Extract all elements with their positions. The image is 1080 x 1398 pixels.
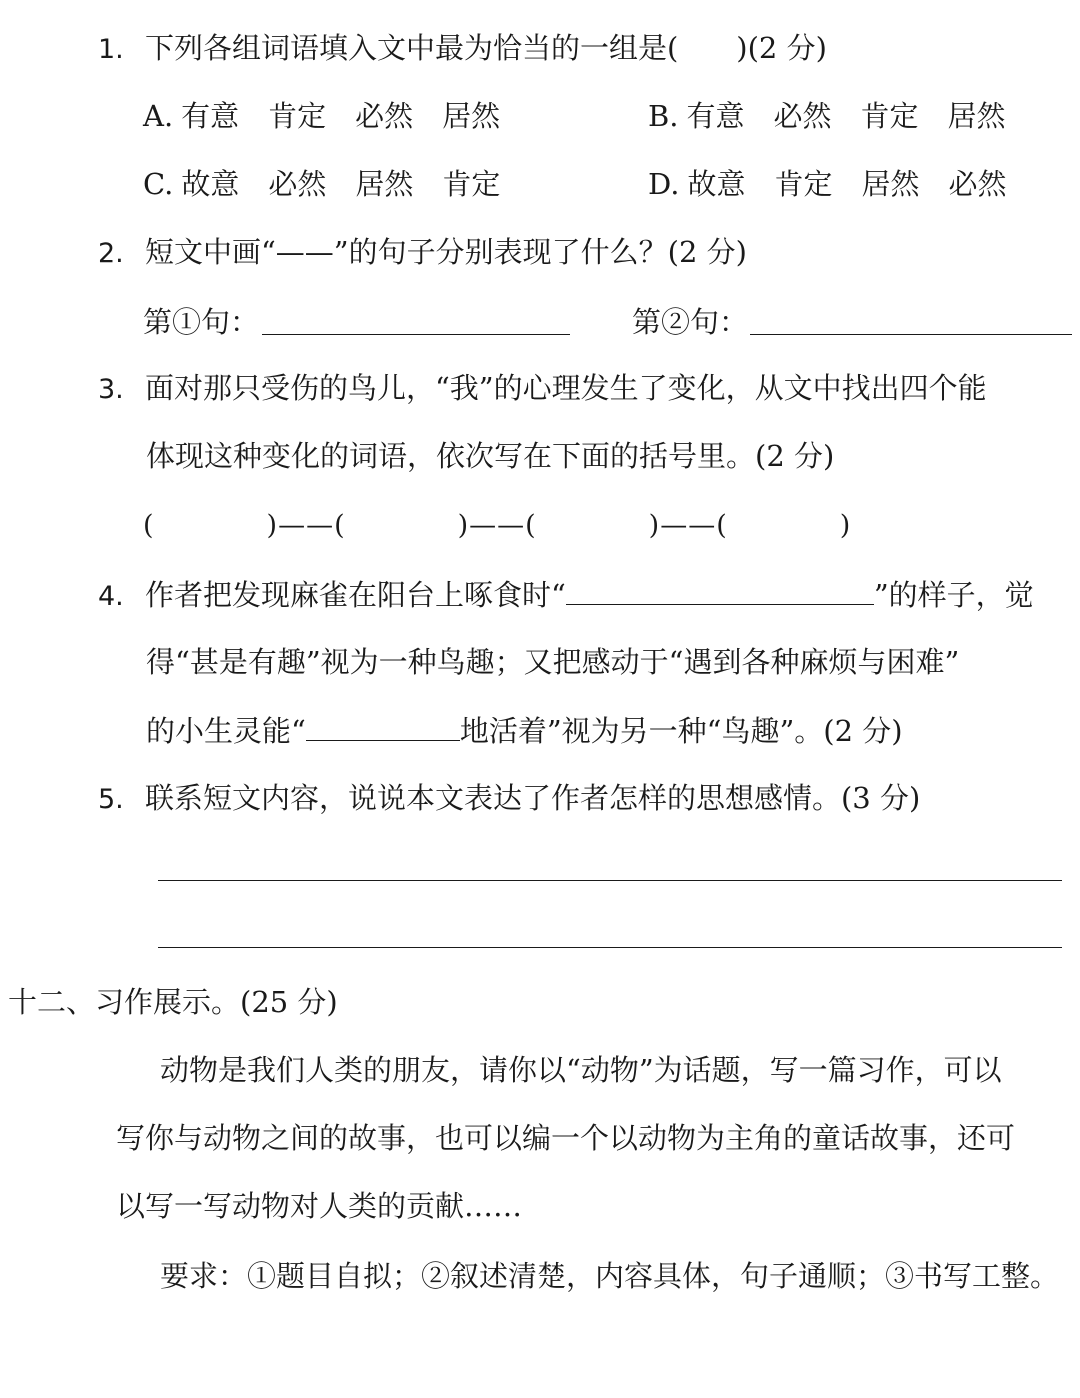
q5-stem: 联系短文内容，说说本文表达了作者怎样的思想感情。(3 分) — [144, 781, 921, 815]
q1-option-b: B. 有意 必然 肯定 居然 — [648, 99, 1006, 133]
q4-number: 4. — [98, 581, 124, 612]
q4-line2: 得“甚是有趣”视为一种鸟趣；又把感动于“遇到各种麻烦与困难” — [146, 645, 960, 679]
q1-option-a: A. 有意 肯定 必然 居然 — [143, 99, 501, 133]
section12-prompt-line1: 动物是我们人类的朋友，请你以“动物”为话题，写一篇习作，可以 — [160, 1053, 1002, 1087]
q4-blank-1[interactable] — [566, 574, 874, 605]
q4 — [98, 574, 1034, 617]
q4-line3-start: 的小生灵能“ — [146, 714, 306, 748]
q4-blank-2[interactable] — [306, 710, 460, 741]
q2-number: 2. — [98, 238, 124, 269]
q2-stem: 短文中画“——”的句子分别表现了什么？(2 分) — [144, 235, 747, 269]
q1-option-d: D. 故意 肯定 居然 必然 — [648, 167, 1007, 201]
q2-blank1-label: 第①句： — [143, 305, 260, 339]
q4-line1-start: 作者把发现麻雀在阳台上啄食时“ — [144, 578, 566, 612]
section12-requirements: 要求：①题目自拟；②叙述清楚，内容具体，句子通顺；③书写工整。 — [160, 1259, 1060, 1293]
section12-heading: 十二、习作展示。(25 分) — [8, 985, 338, 1019]
q5-answer-line-2[interactable] — [158, 947, 1062, 948]
q3-answer-chain[interactable]: ( )——( )——( )——( ) — [143, 510, 852, 541]
q2 — [98, 232, 747, 274]
q1-option-c: C. 故意 必然 居然 肯定 — [143, 167, 501, 201]
q2-answer-line-1[interactable] — [262, 334, 570, 335]
q5-number: 5. — [98, 784, 124, 815]
q4-line3-end: 地活着”视为另一种“鸟趣”。(2 分) — [459, 714, 903, 748]
q5-answer-line-1[interactable] — [158, 880, 1062, 881]
q3-line2: 体现这种变化的词语，依次写在下面的括号里。(2 分) — [146, 439, 835, 473]
q2-answer-line-2[interactable] — [750, 334, 1072, 335]
q4-line3 — [146, 710, 903, 751]
q3-line1: 面对那只受伤的鸟儿，“我”的心理发生了变化，从文中找出四个能 — [144, 371, 987, 405]
q5 — [98, 778, 920, 820]
q4-line1-end: ”的样子，觉 — [873, 578, 1034, 612]
q1-number: 1. — [98, 34, 124, 65]
q2-blank2-label: 第②句： — [632, 305, 749, 339]
section12-prompt-line2: 写你与动物之间的故事，也可以编一个以动物为主角的童话故事，还可 — [116, 1121, 1016, 1155]
q1 — [98, 28, 827, 70]
section12-prompt-line3: 以写一写动物对人类的贡献…… — [116, 1189, 523, 1223]
q3-number: 3. — [98, 374, 124, 405]
q1-stem: 下列各组词语填入文中最为恰当的一组是( )(2 分) — [144, 31, 827, 65]
q3 — [98, 368, 987, 410]
